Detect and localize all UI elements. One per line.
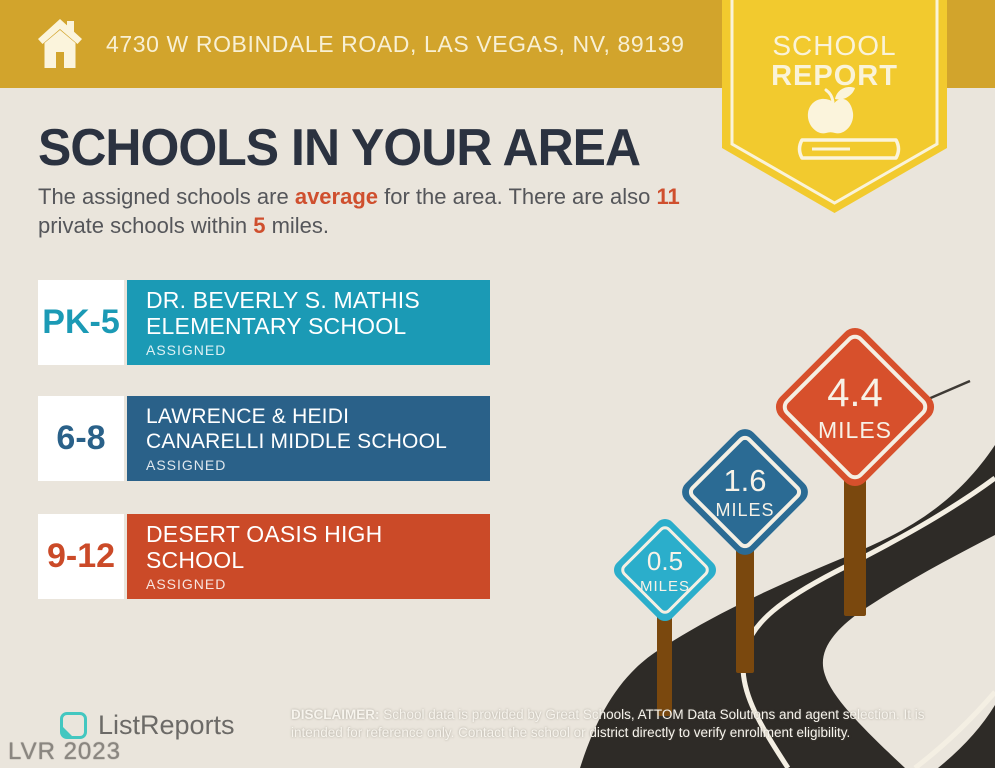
- disclaimer: DISCLAIMER: School data is provided by Great Schools, ATTOM Data Solutions and agent selection. It is intended for reference only. Contact the school or district directly to verify enrollment eligibility.: [291, 707, 925, 740]
- distance-sign-middle: [677, 424, 813, 560]
- school-list: [38, 280, 490, 630]
- assignment-status: ASSIGNED: [146, 576, 227, 592]
- school-row-elementary: [38, 280, 490, 365]
- school-name: DESERT OASIS HIGH SCHOOL: [146, 521, 383, 573]
- distance-value: 4.4: [827, 370, 883, 415]
- school-row-high: [38, 514, 490, 599]
- watermark: LVR 2023: [8, 738, 121, 765]
- distance-unit: MILES: [715, 500, 775, 520]
- distance-value: 0.5: [646, 545, 684, 576]
- school-bar: [127, 396, 490, 481]
- intro-text-line1: The assigned schools are average for the area. There are also 11: [38, 184, 680, 209]
- listreports-logo-icon: [58, 710, 89, 741]
- badge-title-line2: REPORT: [771, 60, 898, 92]
- school-bar: [127, 280, 490, 365]
- grade-range: 9-12: [38, 514, 124, 599]
- page-title: SCHOOLS IN YOUR AREA: [38, 119, 641, 177]
- assignment-status: ASSIGNED: [146, 457, 227, 473]
- distance-unit: MILES: [639, 577, 690, 595]
- sign-post-mid: [736, 545, 754, 673]
- assignment-status: ASSIGNED: [146, 342, 227, 358]
- house-icon: [36, 18, 84, 70]
- listreports-brand: [58, 710, 235, 741]
- distance-value: 1.6: [723, 463, 767, 498]
- sign-post-near: [657, 612, 672, 716]
- grade-range: 6-8: [38, 396, 124, 481]
- distance-sign-high: [770, 322, 940, 492]
- private-count-highlight: 11: [656, 184, 680, 209]
- school-bar: [127, 514, 490, 599]
- grade-range: PK-5: [38, 280, 124, 365]
- distance-unit: MILES: [817, 416, 893, 443]
- school-row-middle: [38, 396, 490, 481]
- brand-name: ListReports: [98, 710, 235, 740]
- disclaimer-label: DISCLAIMER:: [291, 707, 380, 722]
- radius-highlight: 5: [253, 213, 266, 238]
- sign-post-far: [844, 472, 866, 616]
- property-address: 4730 W ROBINDALE ROAD, LAS VEGAS, NV, 89139: [106, 30, 685, 57]
- school-name: LAWRENCE & HEIDI CANARELLI MIDDLE SCHOOL: [146, 405, 448, 453]
- school-name: DR. BEVERLY S. MATHIS ELEMENTARY SCHOOL: [146, 287, 420, 339]
- rating-highlight: average: [294, 184, 379, 209]
- badge-title-line1: SCHOOL: [772, 30, 897, 61]
- intro-text-line2: private schools within 5 miles.: [38, 213, 330, 238]
- school-report-badge: [722, 0, 947, 215]
